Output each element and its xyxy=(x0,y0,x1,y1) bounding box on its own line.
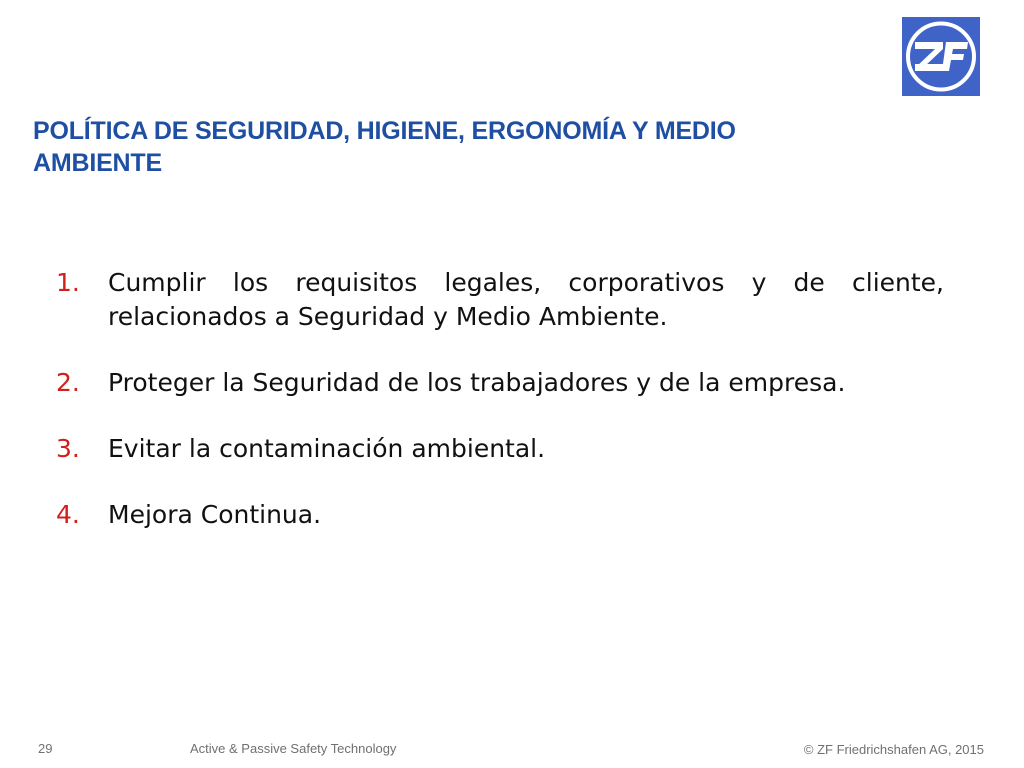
zf-logo xyxy=(902,17,980,96)
policy-item-1 xyxy=(56,266,944,334)
policy-item-number: 3. xyxy=(56,434,80,463)
footer-copyright: © ZF Friedrichshafen AG, 2015 xyxy=(803,742,984,757)
policy-list xyxy=(56,266,944,564)
footer-presentation-title: Active & Passive Safety Technology xyxy=(190,741,397,756)
policy-item-2 xyxy=(56,366,944,400)
policy-item-text: Cumplir los requisitos legales, corporativos y de cliente, relacionados a Seguridad y Medio Ambiente. xyxy=(108,268,944,331)
page-title-line-2: AMBIENTE xyxy=(33,149,162,177)
policy-item-4 xyxy=(56,498,944,532)
zf-logo-icon xyxy=(902,17,980,96)
policy-item-3 xyxy=(56,432,944,466)
policy-item-number: 1. xyxy=(56,268,80,297)
page-title-line-1: POLÍTICA DE SEGURIDAD, HIGIENE, ERGONOMÍA Y MEDIO xyxy=(33,117,736,145)
policy-item-number: 4. xyxy=(56,500,80,529)
policy-item-text: Proteger la Seguridad de los trabajadores y de la empresa. xyxy=(108,368,846,397)
policy-item-text: Evitar la contaminación ambiental. xyxy=(108,434,546,463)
page-title xyxy=(33,115,893,179)
policy-item-number: 2. xyxy=(56,368,80,397)
policy-item-text: Mejora Continua. xyxy=(108,500,322,529)
page-number: 29 xyxy=(38,741,53,756)
